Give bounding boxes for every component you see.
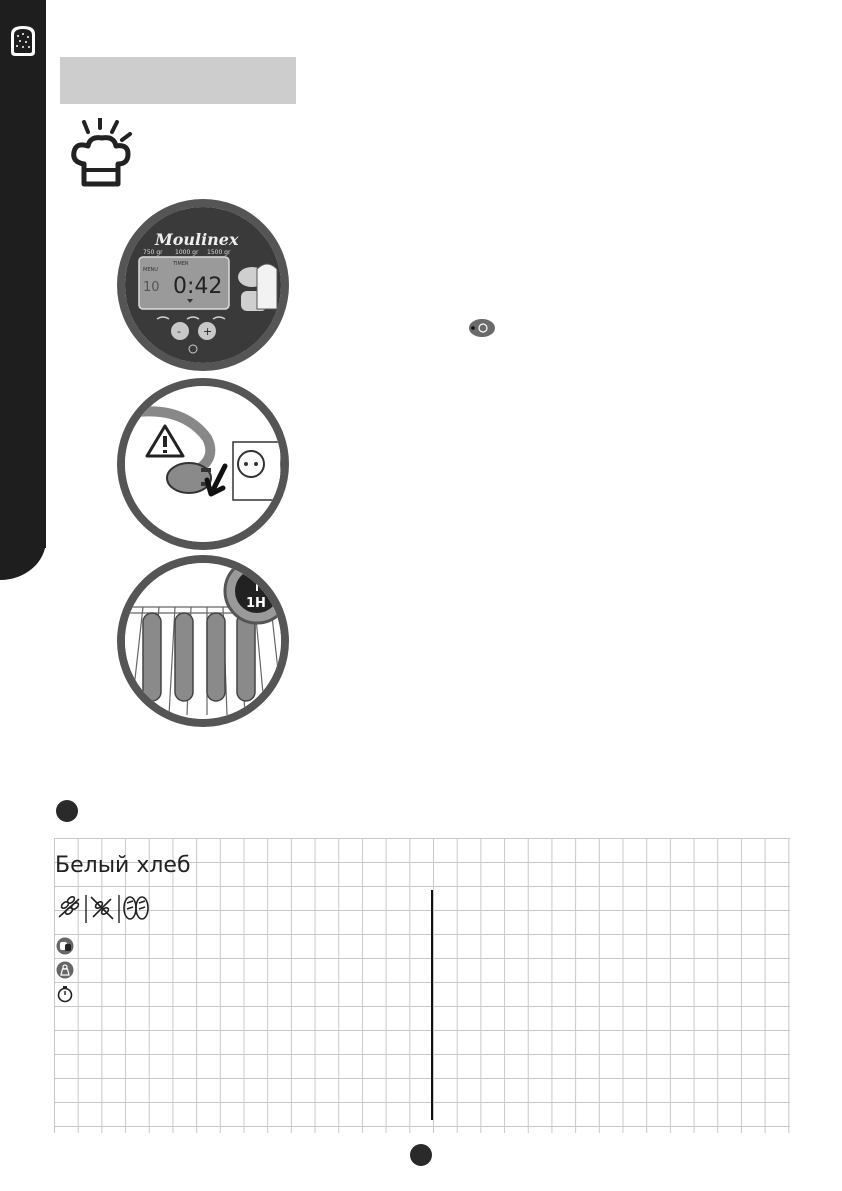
stopwatch-icon: [56, 985, 74, 1003]
cooling-rack-illustration: [117, 555, 289, 727]
minus-button: -: [177, 325, 181, 338]
recipe-icon-row: [55, 893, 155, 923]
notes-grid: [54, 838, 790, 1133]
section-heading-box: [60, 57, 296, 104]
control-panel-illustration: [117, 199, 289, 371]
plus-button: +: [203, 325, 213, 338]
brand-logo: Moulinex: [155, 230, 239, 249]
power-button-icon: [468, 318, 496, 338]
section-bullet: [56, 800, 78, 822]
weight-750: 750 gr: [143, 249, 163, 256]
wheat-icon: [59, 896, 80, 917]
weight-1500: 1500 gr: [207, 249, 231, 256]
program-icon: [56, 937, 74, 955]
side-tab-curve: [0, 540, 46, 580]
menu-value: 10: [143, 280, 160, 295]
weight-1000: 1000 gr: [175, 249, 199, 256]
no-gluten-icon: [91, 897, 113, 919]
timer-label: TIMER: [173, 261, 189, 267]
page-number-bullet: [410, 1144, 432, 1166]
menu-label: MENU: [143, 267, 158, 273]
grid-divider: [431, 890, 433, 1120]
unplug-illustration: [117, 378, 289, 550]
loaf-icon: [124, 897, 148, 919]
timer-value: 0:42: [173, 274, 223, 299]
bread-icon: [5, 22, 41, 60]
side-tab-bar: [0, 0, 46, 548]
recipe-title: Белый хлеб: [55, 853, 191, 878]
chef-hat-icon: [70, 118, 134, 190]
one-hour-label: 1H: [246, 596, 266, 611]
weight-icon: [56, 961, 74, 979]
